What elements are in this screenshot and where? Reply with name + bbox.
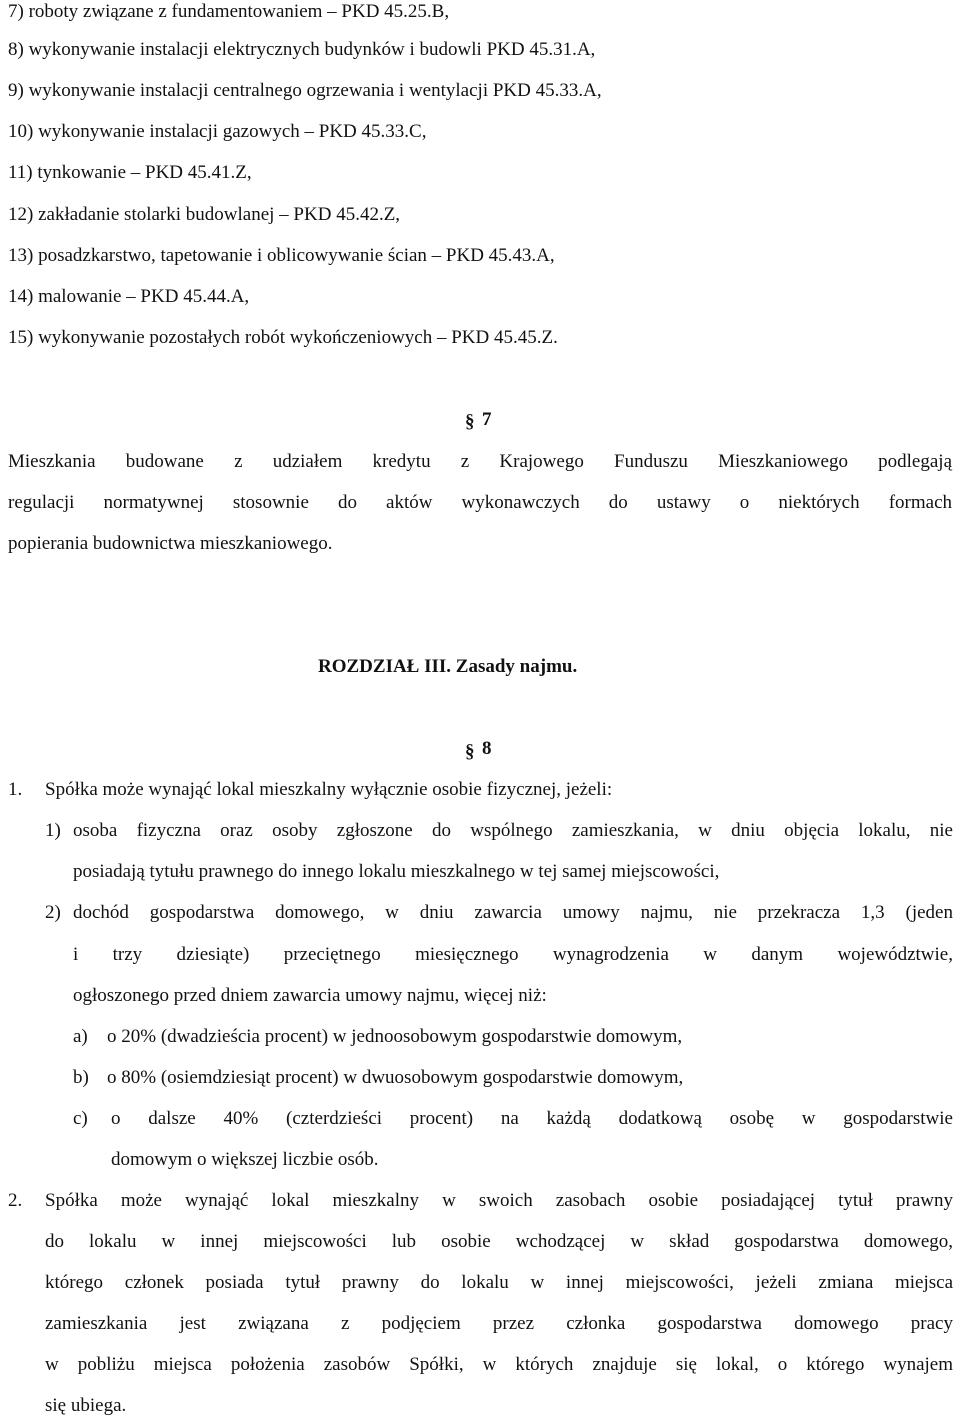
- list-item: 8) wykonywanie instalacji elektrycznych budynków i budowli PKD 45.31.A,: [8, 39, 596, 60]
- section-7-paragraph-line: Mieszkania budowane z udziałem kredytu z Krajowego Funduszu Mieszkaniowego podlegają: [8, 451, 952, 472]
- paragraph-2-number: 2.: [8, 1190, 23, 1211]
- paragraph-2-line: zamieszkania jest związana z podjęciem przez członka gospodarstwa domowego pracy: [45, 1313, 953, 1334]
- paragraph-1-text: Spółka może wynająć lokal mieszkalny wyłącznie osobie fizycznej, jeżeli:: [45, 779, 613, 800]
- paragraph-2-line: się ubiega.: [45, 1395, 127, 1416]
- list-item: 14) malowanie – PKD 45.44.A,: [8, 286, 250, 307]
- chapter-heading: ROZDZIAŁ III. Zasady najmu.: [318, 656, 578, 677]
- paragraph-1-number: 1.: [8, 779, 23, 800]
- item-2-line: i trzy dziesiąte) przeciętnego miesięcznego wynagrodzenia w danym województwie,: [73, 944, 953, 965]
- list-item: 15) wykonywanie pozostałych robót wykończeniowych – PKD 45.45.Z.: [8, 327, 558, 348]
- section-8-symbol: §: [465, 741, 475, 762]
- item-1-line: osoba fizyczna oraz osoby zgłoszone do wspólnego zamieszkania, w dniu objęcia lokalu, nie: [73, 820, 953, 841]
- sub-item-c-line: domowym o większej liczbie osób.: [111, 1149, 379, 1170]
- sub-item-a-text: o 20% (dwadzieścia procent) w jednoosobowym gospodarstwie domowym,: [107, 1026, 683, 1047]
- list-item: 11) tynkowanie – PKD 45.41.Z,: [8, 162, 252, 183]
- item-1-number: 1): [45, 820, 61, 841]
- list-item: 10) wykonywanie instalacji gazowych – PKD 45.33.C,: [8, 121, 427, 142]
- sub-item-a-number: a): [73, 1026, 88, 1047]
- section-8-number: 8: [482, 738, 492, 759]
- list-item: 9) wykonywanie instalacji centralnego ogrzewania i wentylacji PKD 45.33.A,: [8, 80, 602, 101]
- paragraph-2-line: którego członek posiada tytuł prawny do lokalu w innej miejscowości, jeżeli zmiana miejsca: [45, 1272, 953, 1293]
- sub-item-c-number: c): [73, 1108, 88, 1129]
- item-2-line: ogłoszonego przed dniem zawarcia umowy najmu, więcej niż:: [73, 985, 547, 1006]
- section-7-symbol: §: [465, 411, 475, 432]
- sub-item-b-text: o 80% (osiemdziesiąt procent) w dwuosobowym gospodarstwie domowym,: [107, 1067, 684, 1088]
- sub-item-b-number: b): [73, 1067, 89, 1088]
- section-7-paragraph-line: regulacji normatywnej stosownie do aktów wykonawczych do ustawy o niektórych formach: [8, 492, 952, 513]
- item-2-line: dochód gospodarstwa domowego, w dniu zawarcia umowy najmu, nie przekracza 1,3 (jeden: [73, 902, 953, 923]
- item-2-number: 2): [45, 902, 61, 923]
- section-7-paragraph-line: popierania budownictwa mieszkaniowego.: [8, 533, 333, 554]
- list-item: 7) roboty związane z fundamentowaniem – PKD 45.25.B,: [8, 1, 450, 22]
- item-1-line: posiadają tytułu prawnego do innego lokalu mieszkalnego w tej samej miejscowości,: [73, 861, 720, 882]
- sub-item-c-line: o dalsze 40% (czterdzieści procent) na każdą dodatkową osobę w gospodarstwie: [111, 1108, 953, 1129]
- paragraph-2-line: do lokalu w innej miejscowości lub osobie wchodzącej w skład gospodarstwa domowego,: [45, 1231, 953, 1252]
- paragraph-2-line: Spółka może wynająć lokal mieszkalny w swoich zasobach osobie posiadającej tytuł prawny: [45, 1190, 953, 1211]
- section-7-number: 7: [482, 409, 492, 430]
- list-item: 12) zakładanie stolarki budowlanej – PKD 45.42.Z,: [8, 204, 401, 225]
- paragraph-2-line: w pobliżu miejsca położenia zasobów Spółki, w których znajduje się lokal, o którego wynajem: [45, 1354, 953, 1375]
- list-item: 13) posadzkarstwo, tapetowanie i oblicowywanie ścian – PKD 45.43.A,: [8, 245, 555, 266]
